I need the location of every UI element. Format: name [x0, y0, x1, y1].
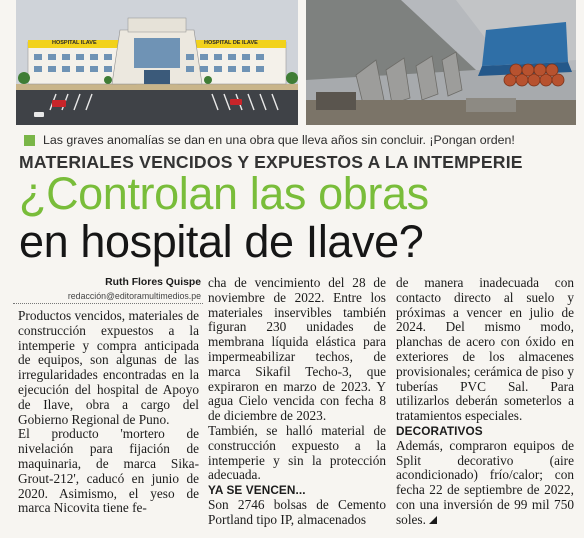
byline-author: Ruth Flores Quispe [105, 277, 201, 288]
caption-text: Las graves anomalías se dan en una obra que lleva años sin concluir. ¡Pongan orden! [43, 133, 515, 147]
construction-site-photo [306, 0, 576, 125]
photo-caption [24, 131, 574, 149]
article-column-3 [396, 276, 574, 528]
main-headline-line-2: en hospital de Ilave? [19, 216, 424, 267]
construction-site-illustration [306, 0, 576, 125]
paragraph: cha de vencimiento del 28 de noviembre de 2022. Entre los materiales inservibles también figuran 230 unidades de membrana líquida elástica para impermeabilizar techos, de marca Sikafil Techo-3, que expiraron en marzo de 2023. Y agua Cielo vencida con fecha 8 de diciembre de 2023. [208, 275, 386, 424]
main-headline-line-1: ¿Controlan las obras [19, 168, 429, 219]
paragraph: Son 2746 bolsas de Cemento Portland tipo IP, almacenados [208, 496, 386, 527]
paragraph: de manera inadecuada con contacto directo al suelo y próximas a vencer en julio de 2024. Del mismo modo, planchas de acero con óxido en exteriores de los almacenes provisionales; cerámica de piso y tuberías PVC Sal. Para utilizarlos deberán someterlos a tratamientos especiales. [396, 275, 574, 424]
hospital-sign-left: HOSPITAL ILAVE [52, 40, 97, 46]
article-column-2 [208, 276, 386, 528]
subhead-decorativos: DECORATIVOS [396, 423, 483, 438]
final-paragraph-text: Además, compraron equipos de Split decorativo (aire acondicionado) frío/calor; con fecha 22 de septiembre de 2022, con una inversión de 99 mil 750 soles. [396, 437, 574, 527]
final-paragraph [396, 439, 574, 528]
article-column-1 [18, 309, 199, 516]
end-of-article-mark-icon [429, 516, 437, 524]
hospital-sign-right: HOSPITAL DE ILAVE [204, 40, 258, 46]
hospital-model-illustration [16, 0, 298, 125]
kicker-headline: MATERIALES VENCIDOS Y EXPUESTOS A LA INTEMPERIE [19, 152, 523, 172]
caption-square-marker-icon [24, 135, 35, 146]
byline-divider [13, 303, 203, 304]
hospital-model-photo [16, 0, 298, 125]
paragraph: También, se halló material de construcción expuesto a la intemperie y sin la protección adecuada. [208, 422, 386, 483]
paragraph: Productos vencidos, materiales de construcción expuestos a la intemperie y compra anticipada de equipos, son algunas de las irregularidades encontradas en la ejecución del hospital de Apoyo de Ilave, obra a cargo del Gobierno Regional de Puno. [18, 308, 199, 427]
subhead-ya-se-vencen: YA SE VENCEN... [208, 483, 306, 498]
byline-email: redacción@editoramultimedios.pe [67, 291, 201, 301]
paragraph: El producto 'mortero de nivelación para fijación de maquinaria, de marca Sika-Grout-212', caducó en junio de 2020. Asimismo, el yeso de marca Nicovita tiene fe- [18, 426, 199, 516]
photo-strip [0, 0, 584, 125]
